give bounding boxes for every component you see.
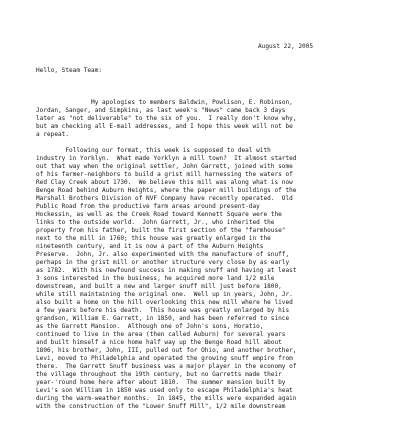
letter-line: also built a home on the hill overlooking this new mill where he lived <box>36 299 293 306</box>
letter-line: Red Clay Creek about 1730. We believe this mill was along what is now <box>36 179 293 186</box>
letter-line: continued to live in the area (then called Auburn) for several years <box>36 331 286 338</box>
letter-line: as 1782. With his newfound success in making snuff and having at least <box>36 267 297 274</box>
letter-line: links to the outside world. John Garrett, Jr., who inherited the <box>36 219 275 226</box>
letter-line: Preserve. John, Jr. also experimented with the manufacture of snuff, <box>36 251 290 258</box>
letter-line <box>36 139 376 147</box>
letter-line: Following our format, this week is supposed to deal with <box>36 147 271 154</box>
letter-line: Levi's son William in 1850 was used only to escape Philadelphia's heat <box>36 387 293 394</box>
letter-line: while still maintaining the original one. Well up in years, John, Jr. <box>36 291 293 298</box>
letter-line: Benge Road behind Auburn Heights, where the paper mill buildings of the <box>36 187 297 194</box>
letter-line: next to the mill in 1760; this house was greatly enlarged in the <box>36 235 271 242</box>
letter-line: Public Road from the productive farm areas around present-day <box>36 203 260 210</box>
letter-line: Levi, moved to Philadelphia and operated the growing snuff empire from <box>36 355 293 362</box>
letter-line: nineteenth century, and it is now a part of the Auburn Heights <box>36 243 264 250</box>
letter-line: Marshall Brothers Division of NVF Company have recently operated. Old <box>36 195 293 202</box>
letter-text <box>36 91 376 411</box>
letter-line: grandson, William E. Garrett, in 1850, and has been referred to since <box>36 315 290 322</box>
letter-line: 3 sons interested in the business, he acquired more land 1/2 mile <box>36 275 275 282</box>
letter-line: there. The Garrett Snuff business was a major player in the economy of <box>36 363 297 370</box>
letter-line: property from his father, built the first section of the "farmhouse" <box>36 227 286 234</box>
letter-line: the village throughout the 19th century, but no Garretts made their <box>36 371 282 378</box>
letter-line: year-'round home here after about 1810. The summer mansion built by <box>36 379 286 386</box>
letter-line: later as "not deliverable" to the six of you. I really don't know why, <box>36 115 297 122</box>
letter-line: 1806, his brother, John, III, pulled out for Ohio, and another brother, <box>36 347 297 354</box>
letter-line: industry in Yorklyn. What made Yorklyn a mill town? It almost started <box>36 155 297 162</box>
letter-line: Hockessin, as well as the Creek Road toward Kennett Square were the <box>36 211 282 218</box>
letter-line: a few years before his death. This house was greatly enlarged by his <box>36 307 290 314</box>
letter-line: as the Garrett Mansion. Although one of John's sons, Horatio, <box>36 323 264 330</box>
letter-line: with the construction of the "Lower Snuff Mill", 1/2 mile downstream <box>36 403 286 410</box>
letter-line: and built himself a nice home half way up the Benge Road hill about <box>36 339 282 346</box>
letter-line <box>36 91 376 99</box>
letter-line: a repeat. <box>36 131 70 138</box>
letter-date: August 22, 2005 <box>258 43 314 50</box>
letter-line: perhaps in the grist mill or another structure very close by as early <box>36 259 290 266</box>
letter-line: out that way when the original settler, John Garrett, joined with some <box>36 163 293 170</box>
salutation: Hello, Steam Team: <box>36 67 103 74</box>
letter-body <box>36 27 376 427</box>
letter-line: of his farmer-neighbors to build a grist mill harnessing the waters of <box>36 171 293 178</box>
letter-line: Jordan, Sanger, and Simpkins, as last week's "News" came back 3 days <box>36 107 286 114</box>
letter-line: during the warm-weather months. In 1845, the mills were expanded again <box>36 395 297 402</box>
letter-line: My apologies to members Baldwin, Powlison, E. Robinson, <box>36 99 293 106</box>
letter-line: but am checking all E-mail addresses, and I hope this week will not be <box>36 123 293 130</box>
letter-line: downstream, and built a new and larger snuff mill just before 1800, <box>36 283 282 290</box>
